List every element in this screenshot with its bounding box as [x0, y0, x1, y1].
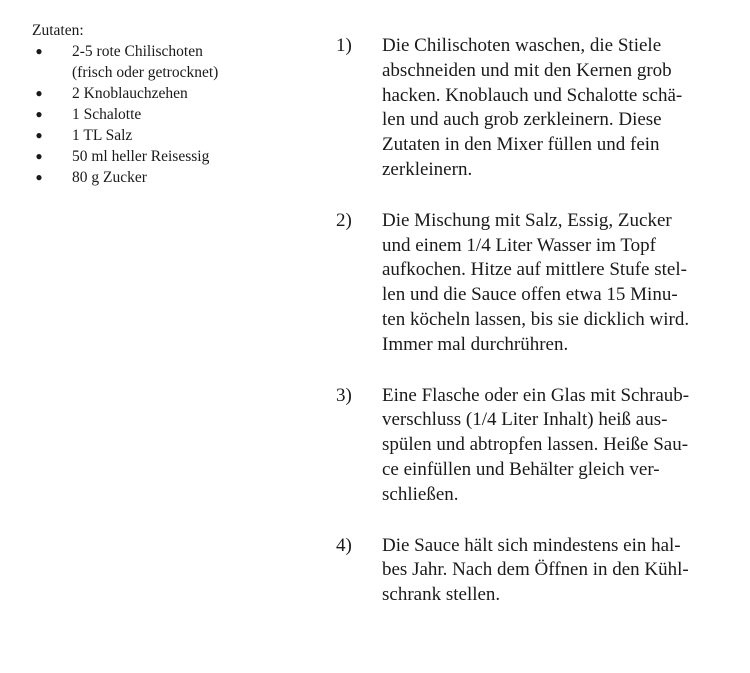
bullet-icon: ●: [35, 149, 43, 163]
step-text-line: hacken. Knoblauch und Schalotte schä-: [382, 84, 683, 106]
step-text-line: abschneiden und mit den Kernen grob: [382, 59, 672, 81]
ingredient-text: 80 g Zucker: [72, 169, 147, 186]
ingredient-text: 2-5 rote Chilischoten: [72, 43, 203, 60]
ingredients-list: [32, 20, 312, 188]
step-number: 1): [336, 35, 352, 56]
step-number: 2): [336, 209, 352, 231]
step-text-line: Die Mischung mit Salz, Essig, Zucker: [382, 209, 672, 231]
ingredient-text: 1 TL Salz: [72, 127, 133, 144]
ingredient-text: 50 ml heller Reisessig: [72, 148, 210, 165]
ingredient-item: [32, 146, 312, 167]
step-text-line: ce einfüllen und Behälter gleich ver-: [382, 458, 660, 480]
ingredient-text: 2 Knoblauchzehen: [72, 85, 188, 102]
step-text-line: und einem 1/4 Liter Wasser im Topf: [382, 234, 656, 256]
ingredient-item: [32, 104, 312, 125]
step-text-line: len und auch grob zerkleinern. Diese: [382, 109, 662, 131]
instruction-step-1: [336, 34, 736, 183]
ingredient-note: (frisch oder getrocknet): [72, 64, 219, 81]
bullet-icon: ●: [35, 170, 43, 184]
instruction-step-4: [336, 534, 736, 608]
ingredient-item: [32, 125, 312, 146]
step-text-line: spülen und abtropfen lassen. Heiße Sau-: [382, 434, 689, 456]
ingredient-text: 1 Schalotte: [72, 106, 142, 123]
step-text-line: Eine Flasche oder ein Glas mit Schraub-: [382, 384, 690, 406]
step-text-line: bes Jahr. Nach dem Öffnen in den Kühl-: [382, 559, 689, 581]
step-number: 4): [336, 534, 352, 556]
ingredients-items: [32, 41, 312, 188]
step-text-line: len und die Sauce offen etwa 15 Minu-: [382, 284, 678, 306]
instruction-step-3: [336, 384, 736, 508]
step-text-line: schließen.: [382, 483, 459, 505]
step-text-line: Die Sauce hält sich mindestens ein hal-: [382, 534, 681, 556]
step-text-line: zerkleinern.: [382, 158, 473, 180]
step-text-line: Immer mal durchrühren.: [382, 333, 569, 355]
step-text-line: schrank stellen.: [382, 584, 501, 606]
step-text-line: verschluss (1/4 Liter Inhalt) heiß aus-: [382, 409, 668, 431]
step-number: 3): [336, 384, 352, 406]
ingredient-item: [32, 41, 312, 83]
bullet-icon: ●: [35, 107, 43, 121]
ingredients-heading: Zutaten:: [32, 22, 84, 39]
ingredient-item: [32, 167, 312, 188]
step-text-line: Zutaten in den Mixer füllen und fein: [382, 134, 660, 156]
bullet-icon: ●: [35, 86, 43, 100]
step-text-line: ten köcheln lassen, bis sie dicklich wird.: [382, 308, 690, 330]
instructions-list: [336, 34, 736, 608]
ingredient-item: [32, 83, 312, 104]
bullet-icon: ●: [35, 44, 43, 58]
instruction-step-2: [336, 209, 736, 358]
step-text-line: aufkochen. Hitze auf mittlere Stufe stel-: [382, 259, 687, 281]
step-text-line: Die Chilischoten waschen, die Stiele: [382, 35, 662, 56]
bullet-icon: ●: [35, 128, 43, 142]
